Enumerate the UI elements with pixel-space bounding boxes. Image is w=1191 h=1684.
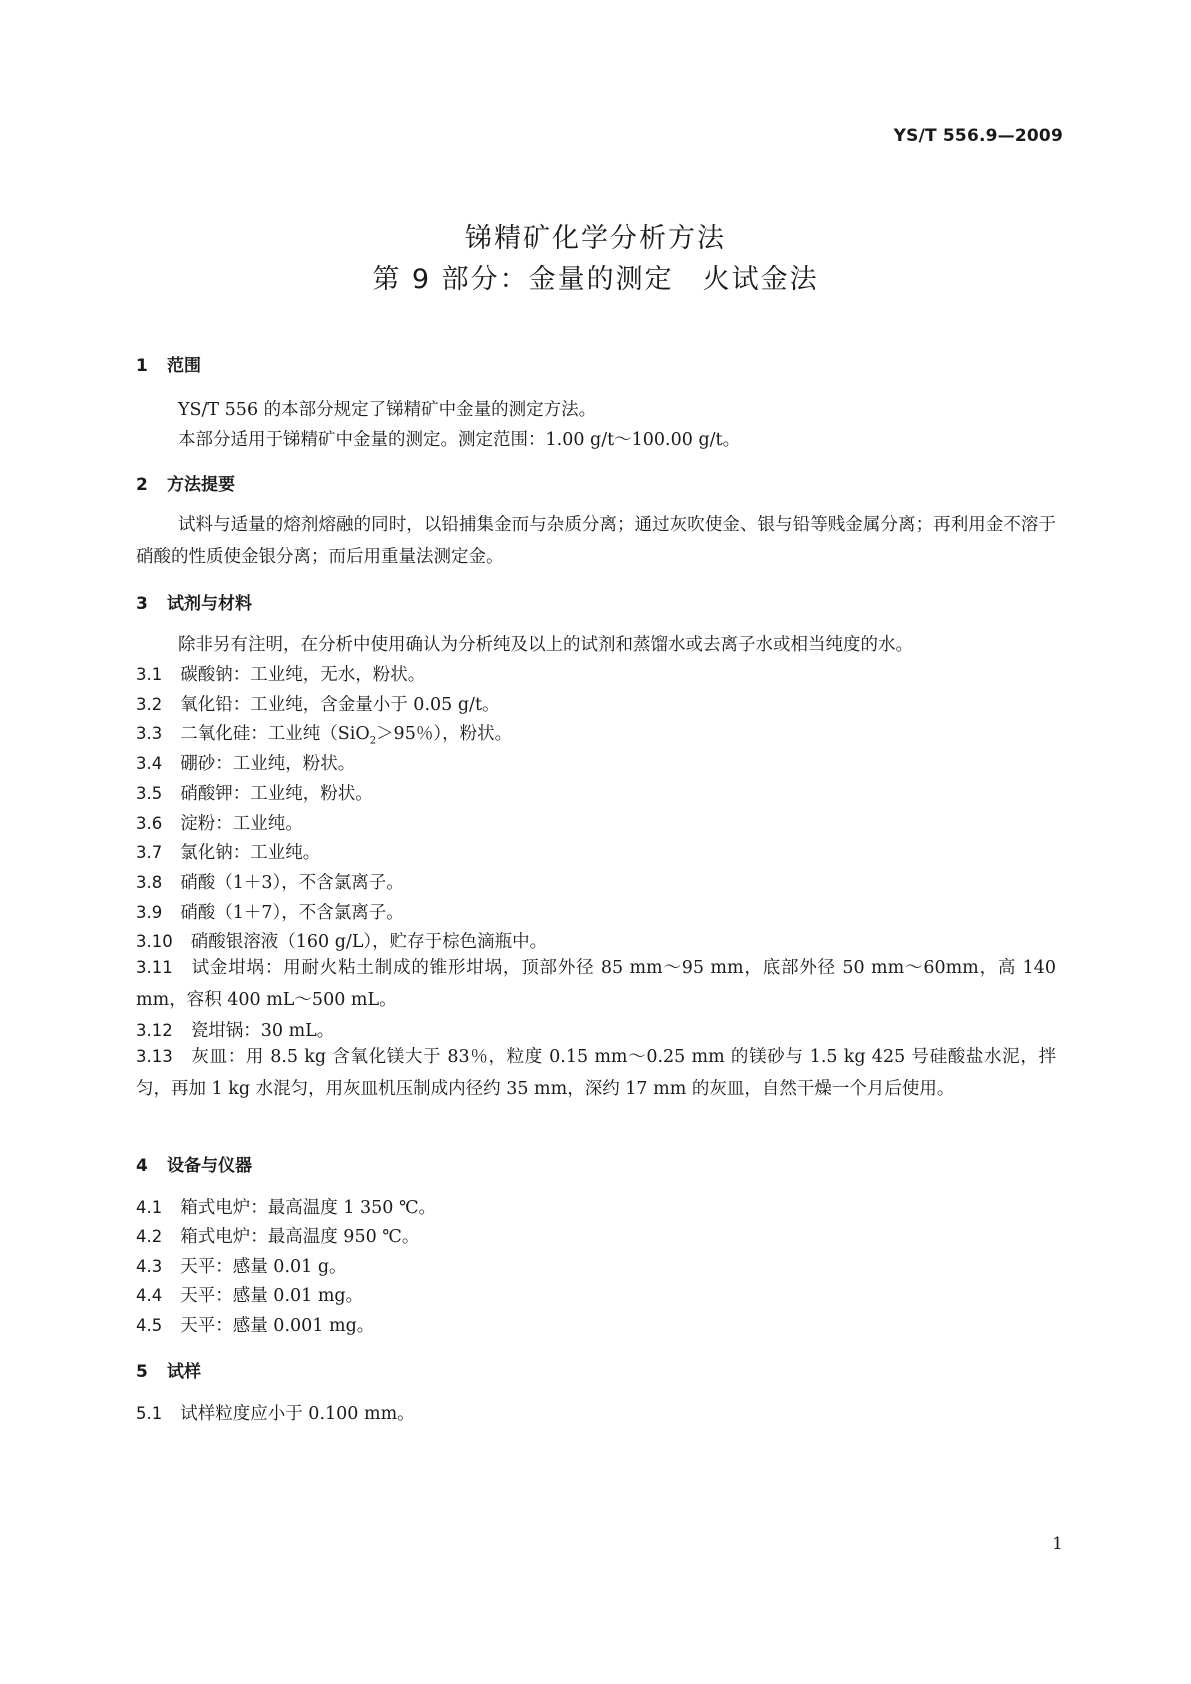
document-title: 锑精矿化学分析方法 (465, 223, 726, 254)
section-5-heading (136, 1357, 201, 1382)
item-number: 4.5 (136, 1316, 163, 1335)
list-item (136, 780, 373, 805)
list-item (136, 1312, 374, 1337)
document-subtitle: 第 9 部分：金量的测定 火试金法 (372, 264, 819, 295)
paragraph: 本部分适用于锑精矿中金量的测定。测定范围：1.00 g/t～100.00 g/t。 (178, 430, 741, 450)
item-text: 碳酸钠：工业纯，无水，粉状。 (180, 665, 426, 685)
list-item (136, 1194, 436, 1219)
item-number: 3.7 (136, 843, 163, 862)
section-2-heading (136, 470, 235, 495)
item-number: 4.2 (136, 1227, 163, 1246)
item-text: 硝酸钾：工业纯，粉状。 (180, 784, 373, 804)
paragraph: YS/T 556 的本部分规定了锑精矿中金量的测定方法。 (178, 400, 597, 420)
paragraph: 除非另有注明，在分析中使用确认为分析纯及以上的试剂和蒸馏水或去离子水或相当纯度的水。 (178, 635, 913, 655)
section-title: 方法提要 (167, 475, 235, 495)
paragraph: 试料与适量的熔剂熔融的同时，以铅捕集金而与杂质分离；通过灰吹使金、银与铅等贱金属分离；再利用金不溶于硝酸的性质使金银分离；而后用重量法测定金。 (136, 515, 1056, 567)
section-4-heading (136, 1151, 252, 1176)
list-item (136, 899, 404, 924)
list-item (136, 1282, 363, 1307)
item-text: ＞95％），粉状。 (376, 724, 513, 744)
list-item (136, 661, 425, 686)
item-text: 瓷坩锅：30 mL。 (190, 1021, 335, 1041)
item-text: 硼砂：工业纯，粉状。 (180, 754, 356, 774)
item-text: 二氧化硅：工业纯（SiO (180, 724, 370, 744)
item-number: 3.1 (136, 665, 163, 684)
page-number: 1 (1052, 1534, 1063, 1554)
item-number: 3.9 (136, 903, 163, 922)
item-number: 3.5 (136, 784, 163, 803)
item-text: 箱式电炉：最高温度 1 350 ℃。 (180, 1198, 437, 1218)
item-text: 氯化钠：工业纯。 (180, 843, 321, 863)
item-text: 试样粒度应小于 0.100 mm。 (180, 1404, 415, 1424)
list-item (136, 1041, 1056, 1105)
item-number: 3.13 (136, 1047, 173, 1066)
section-title: 试样 (167, 1362, 201, 1382)
list-item (136, 1400, 415, 1425)
section-1-heading (136, 351, 201, 376)
subscript: 2 (369, 735, 377, 747)
section-number: 1 (136, 356, 148, 376)
standard-number: YS/T 556.9—2009 (893, 126, 1063, 146)
list-item (136, 839, 320, 864)
item-number: 3.10 (136, 932, 173, 951)
section-3-heading (136, 589, 252, 614)
section-title: 设备与仪器 (167, 1156, 252, 1176)
list-item (136, 810, 303, 835)
item-text: 硝酸银溶液（160 g/L），贮存于棕色滴瓶中。 (190, 932, 548, 952)
item-text: 硝酸（1＋3），不含氯离子。 (180, 873, 404, 893)
item-number: 3.6 (136, 814, 163, 833)
item-text: 灰皿：用 8.5 kg 含氧化镁大于 83％，粒度 0.15 mm～0.25 mm 的镁砂与 1.5 kg 425 号硅酸盐水泥，拌匀，再加 1 kg 水混匀，用灰皿机压制成内径约 35 mm，深约 17 mm 的灰皿，自然干燥一个月后使用。 (136, 1047, 1056, 1099)
section-number: 5 (136, 1362, 148, 1382)
item-number: 5.1 (136, 1404, 163, 1423)
list-item (136, 1253, 347, 1278)
item-number: 3.3 (136, 724, 163, 743)
item-text: 试金坩埚：用耐火粘土制成的锥形坩埚，顶部外径 85 mm～95 mm，底部外径 50 mm～60mm，高 140 mm，容积 400 mL～500 mL。 (136, 958, 1056, 1010)
list-item (136, 1017, 334, 1042)
list-item (136, 750, 355, 775)
list-item (136, 1223, 419, 1248)
item-text: 氧化铅：工业纯，含金量小于 0.05 g/t。 (180, 695, 500, 715)
item-number: 4.3 (136, 1257, 163, 1276)
item-number: 3.2 (136, 695, 163, 714)
item-text: 淀粉：工业纯。 (180, 814, 303, 834)
item-number: 3.4 (136, 754, 163, 773)
section-number: 3 (136, 594, 148, 614)
item-number: 3.12 (136, 1021, 173, 1040)
item-text: 天平：感量 0.01 g。 (180, 1257, 347, 1277)
list-item (136, 869, 404, 894)
item-number: 3.11 (136, 958, 173, 977)
section-number: 4 (136, 1156, 148, 1176)
item-text: 天平：感量 0.01 mg。 (180, 1286, 364, 1306)
list-item (136, 691, 499, 716)
section-number: 2 (136, 475, 148, 495)
item-number: 4.1 (136, 1198, 163, 1217)
item-text: 硝酸（1＋7），不含氯离子。 (180, 903, 404, 923)
item-number: 3.8 (136, 873, 163, 892)
item-text: 天平：感量 0.001 mg。 (180, 1316, 375, 1336)
section-title: 试剂与材料 (167, 594, 252, 614)
item-number: 4.4 (136, 1286, 163, 1305)
list-item (136, 928, 547, 953)
item-text: 箱式电炉：最高温度 950 ℃。 (180, 1227, 420, 1247)
list-item (136, 952, 1056, 1016)
list-item (136, 720, 512, 747)
section-title: 范围 (167, 356, 201, 376)
